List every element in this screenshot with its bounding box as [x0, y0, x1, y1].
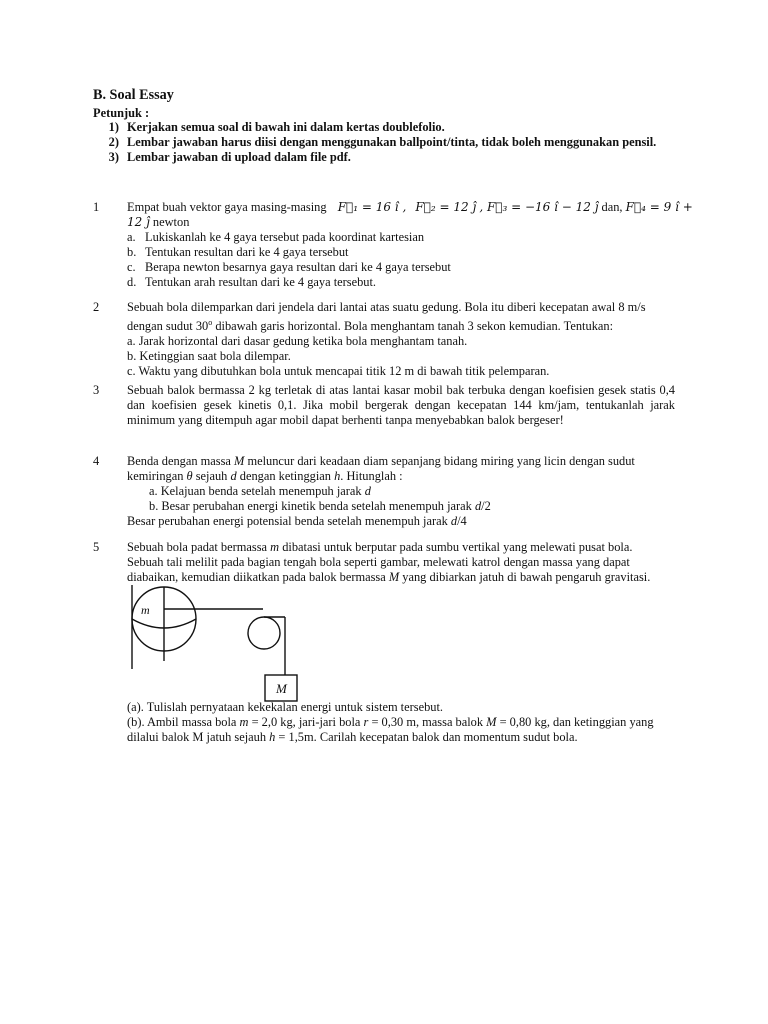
- text-fragment: /2: [481, 499, 491, 513]
- sub-label: b.: [127, 245, 137, 259]
- text-fragment: b. Besar perubahan energi kinetik benda setelah menempuh jarak: [149, 499, 475, 513]
- question-number: 2: [93, 300, 100, 314]
- section-title: B. Soal Essay: [93, 87, 174, 103]
- text-fragment: (b). Ambil massa bola: [127, 715, 240, 729]
- var-d: d: [230, 469, 237, 483]
- sub-text: Tentukan resultan dari ke 4 gaya tersebut: [145, 245, 349, 259]
- vector-f4: F⃗₄ = 9 î +: [625, 200, 693, 214]
- sub-question: [127, 260, 693, 275]
- var-theta: θ: [186, 469, 193, 483]
- sub-question: [127, 499, 675, 514]
- sub-question: [127, 245, 693, 260]
- sub-question: [127, 275, 693, 290]
- sub-text: Lukiskanlah ke 4 gaya tersebut pada koordinat kartesian: [145, 230, 425, 244]
- text-fragment: a. Kelajuan benda setelah menempuh jarak: [149, 484, 365, 498]
- question-number: 3: [93, 383, 100, 397]
- text-fragment: kemiringan: [127, 469, 187, 483]
- degree-superscript: o: [208, 318, 213, 327]
- question-1: [93, 200, 693, 290]
- question-2: [93, 300, 675, 379]
- text-fragment: dibatasi untuk berputar pada sumbu vertikal yang melewati pusat bola.: [279, 540, 633, 554]
- instructions-label: Petunjuk :: [93, 106, 150, 120]
- question-text: [127, 315, 675, 334]
- text-fragment: = 0,80 kg, dan ketinggian yang: [496, 715, 654, 729]
- text-fragment: = 2,0 kg, jari-jari bola: [248, 715, 364, 729]
- instruction-number: 2): [108, 135, 119, 149]
- instruction-item: [93, 135, 675, 150]
- text-fragment: dilalui balok M jatuh sejauh: [127, 730, 270, 744]
- text-fragment: yang dibiarkan jatuh di bawah pengaruh gravitasi.: [399, 570, 651, 584]
- text-fragment: . Hitunglah :: [340, 469, 403, 483]
- sub-question: b. Ketinggian saat bola dilempar.: [127, 349, 291, 364]
- text-fragment: dengan sudut 30: [127, 319, 209, 334]
- question-text: Sebuah balok bermassa 2 kg terletak di atas lantai kasar mobil bak terbuka dengan koefisien gesek statis 0,4 dan koefisien gesek kinetis 0,1. Jika mobil bergerak dengan kecepatan 144 km/jam, tentukanlah jarak minimum yang ditempuh agar mobil dapat berhenti tanpa menyebabkan balok bergeser!: [127, 383, 675, 427]
- question-3: [93, 383, 675, 428]
- sub-label: d.: [127, 275, 137, 289]
- var-d: d: [450, 514, 458, 528]
- question-text: [127, 454, 675, 469]
- sub-question: (a). Tulislah pernyataan kekekalan energi untuk sistem tersebut.: [127, 700, 443, 714]
- spacer: [93, 700, 127, 745]
- var-r: r: [363, 715, 369, 729]
- instruction-item: [93, 150, 675, 165]
- question-body: [127, 540, 675, 585]
- text-fragment: dibawah garis horizontal. Bola menghantam tanah 3 sekon kemudian. Tentukan:: [212, 319, 614, 334]
- sphere-pulley-diagram: [127, 585, 312, 707]
- var-M: M: [234, 454, 245, 468]
- text-fragment: dengan ketinggian: [236, 469, 335, 483]
- var-m: m: [270, 540, 280, 554]
- q1-intro: Empat buah vektor gaya masing-masing: [127, 200, 327, 214]
- diagram-label-m: m: [141, 603, 150, 617]
- var-h: h: [269, 730, 276, 744]
- instructions-list: [93, 120, 675, 165]
- text-fragment: sejauh: [192, 469, 231, 483]
- question-5: [93, 540, 675, 585]
- question-1-line: [127, 200, 693, 215]
- sub-text: Tentukan arah resultan dari ke 4 gaya tersebut.: [145, 275, 377, 289]
- text-fragment: Sebuah bola padat bermassa: [127, 540, 271, 554]
- instruction-number: 1): [108, 120, 119, 134]
- question-4: [93, 454, 675, 529]
- text-fragment: = 0,30 m, massa balok: [368, 715, 487, 729]
- diagram-label-M: M: [276, 681, 287, 696]
- var-h: h: [334, 469, 341, 483]
- question-5-parts: [93, 700, 675, 745]
- instruction-text: Lembar jawaban di upload dalam file pdf.: [127, 150, 351, 164]
- sub-question: c. Waktu yang dibutuhkan bola untuk mencapai titik 12 m di bawah titik pelemparan.: [127, 364, 550, 379]
- var-M: M: [486, 715, 497, 729]
- var-M: M: [388, 570, 400, 584]
- text-fragment: Benda dengan massa: [127, 454, 235, 468]
- vector-f3: , F⃗₃ = −16 î − 12 ĵ: [479, 200, 599, 214]
- instruction-text: Lembar jawaban harus diisi dengan menggunakan ballpoint/tinta, tidak boleh menggunakan pensil.: [127, 135, 657, 149]
- question-1-line: [127, 215, 693, 230]
- vector-f4-cont: 12 ĵ: [127, 215, 150, 229]
- question-body: [127, 200, 693, 290]
- question-text: [127, 570, 675, 585]
- sub-question: [127, 730, 675, 745]
- question-text: [127, 469, 675, 484]
- question-number: 1: [93, 200, 100, 214]
- instruction-number: 3): [108, 150, 119, 164]
- sub-question: [127, 715, 675, 730]
- question-body: [127, 700, 675, 745]
- question-text: Sebuah bola dilemparkan dari jendela dari lantai atas suatu gedung. Bola itu diberi kecepatan awal 8 m/s: [127, 300, 646, 314]
- text-fragment: diabaikan, kemudian diikatkan pada balok bermassa: [127, 570, 389, 584]
- instruction-text: Kerjakan semua soal di bawah ini dalam kertas doublefolio.: [127, 120, 445, 134]
- text-fragment: /4: [457, 514, 467, 528]
- question-text: Sebuah tali melilit pada bagian tengah bola seperti gambar, melewati katrol dengan massa yang dapat: [127, 555, 630, 569]
- sub-question: [127, 484, 675, 499]
- vector-f2: F⃗₂ = 12 ĵ: [415, 200, 477, 214]
- q1-unit: newton: [149, 215, 190, 229]
- sub-question: [127, 514, 675, 529]
- text-fragment: = 1,5m. Carilah kecepatan balok dan momentum sudut bola.: [275, 730, 578, 744]
- question-body: [127, 454, 675, 529]
- var-d: d: [364, 484, 371, 498]
- vector-f1: F⃗₁ = 16 î ,: [337, 200, 407, 214]
- sub-text: Berapa newton besarnya gaya resultan dari ke 4 gaya tersebut: [145, 260, 451, 274]
- sub-label: c.: [127, 260, 136, 274]
- question-text: [127, 540, 675, 555]
- q1-dan: dan,: [601, 200, 623, 214]
- question-number: 5: [93, 540, 100, 554]
- sub-question: [127, 230, 693, 245]
- sub-question: a. Jarak horizontal dari dasar gedung ketika bola menghantam tanah.: [127, 334, 468, 349]
- pulley-wheel: [248, 617, 280, 649]
- text-fragment: meluncur dari keadaan diam sepanjang bidang miring yang licin dengan sudut: [244, 454, 635, 468]
- text-fragment: Besar perubahan energi potensial benda setelah menempuh jarak: [127, 514, 451, 528]
- var-m: m: [239, 715, 249, 729]
- var-d: d: [474, 499, 482, 513]
- sub-label: a.: [127, 230, 136, 244]
- instruction-item: [93, 120, 675, 135]
- question-number: 4: [93, 454, 100, 468]
- question-body: [127, 300, 675, 379]
